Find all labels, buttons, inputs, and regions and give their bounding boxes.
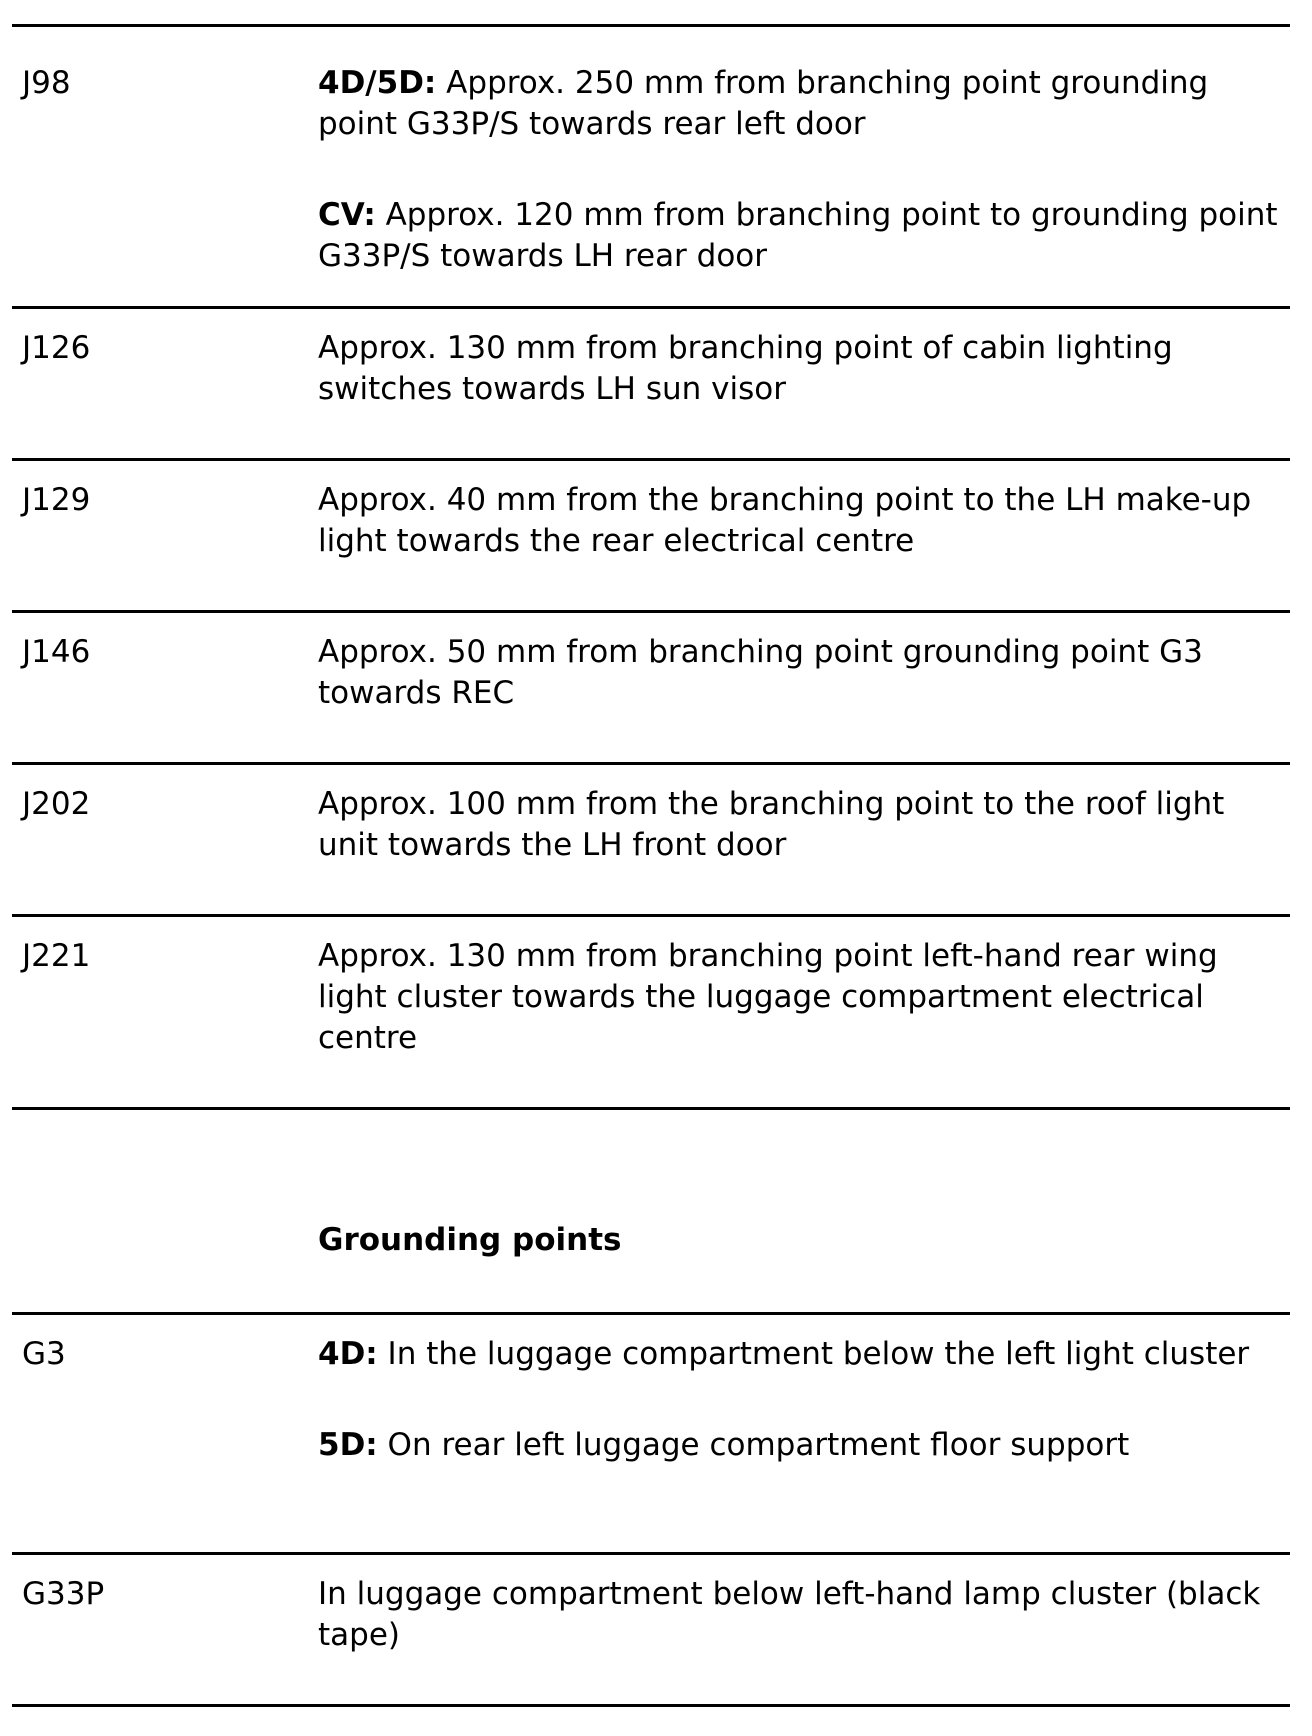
description-text: Approx. 120 mm from branching point to grounding point G33P/S towards LH rear door [318,197,1278,274]
table-row [12,309,1290,458]
table-row [12,917,1290,1107]
description-paragraph [318,936,1293,1059]
description-text: In the luggage compartment below the left light cluster [377,1336,1250,1372]
connector-code: J126 [22,330,91,366]
description-text: On rear left luggage compartment floor support [377,1427,1130,1463]
description-text: Approx. 130 mm from branching point of cabin lighting switches towards LH sun visor [318,330,1173,407]
connector-description [318,784,1293,866]
description-paragraph [318,1574,1293,1656]
connector-description [318,328,1293,410]
description-text: Approx. 100 mm from the branching point to the roof light unit towards the LH front door [318,786,1225,863]
description-paragraph [318,1334,1293,1375]
description-text: Approx. 250 mm from branching point grounding point G33P/S towards rear left door [318,65,1209,142]
section-title: Grounding points [318,1222,622,1258]
table-rule [12,1704,1290,1707]
description-paragraph [318,1425,1293,1466]
description-paragraph [318,63,1293,145]
description-text: Approx. 130 mm from branching point left-hand rear wing light cluster towards the luggage compartment electrical centre [318,938,1218,1056]
description-text: Approx. 50 mm from branching point grounding point G3 towards REC [318,634,1203,711]
connector-code: J129 [22,482,91,518]
connector-description [318,480,1293,562]
table-row [12,613,1290,762]
table-row [12,1555,1290,1704]
grounding-point-code: G3 [22,1336,66,1372]
description-paragraph [318,328,1293,410]
document-page [12,0,1290,1707]
description-paragraph [318,632,1293,714]
grounding-point-code: G33P [22,1576,105,1612]
description-paragraph [318,480,1293,562]
description-paragraph [318,784,1293,866]
grounding-point-description [318,1574,1293,1656]
connector-description [318,936,1293,1059]
connector-code: J98 [22,65,71,101]
connector-description [318,632,1293,714]
table-row [12,461,1290,610]
grounding-point-description [318,1334,1293,1466]
variant-label: 5D: [318,1427,378,1463]
description-text: Approx. 40 mm from the branching point to the LH make-up light towards the rear electrical centre [318,482,1252,559]
variant-label: 4D/5D: [318,65,437,101]
table-row [12,27,1290,306]
variant-label: CV: [318,197,376,233]
section-heading-block [12,1110,1290,1312]
description-text: In luggage compartment below left-hand lamp cluster (black tape) [318,1576,1261,1653]
table-row [12,765,1290,914]
variant-label: 4D: [318,1336,378,1372]
connector-code: J146 [22,634,91,670]
connector-code: J202 [22,786,91,822]
connector-description [318,63,1293,277]
description-paragraph [318,195,1293,277]
table-row [12,1315,1290,1552]
connector-code: J221 [22,938,91,974]
